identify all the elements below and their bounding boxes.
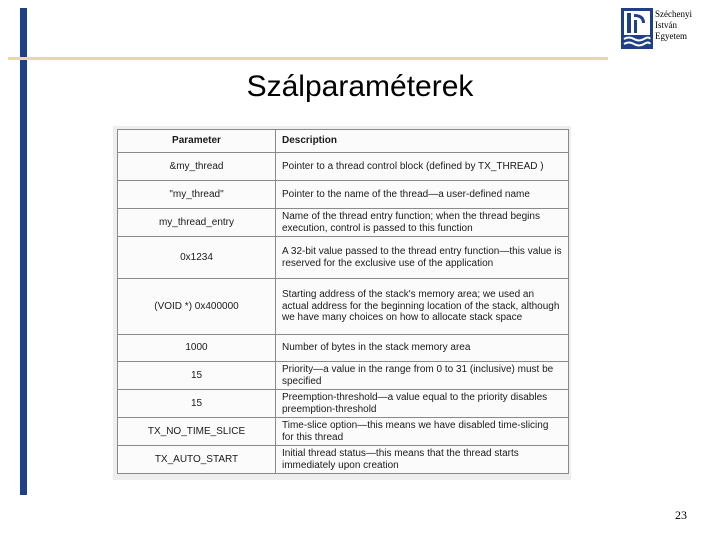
table-row — [118, 335, 569, 362]
table-row — [118, 279, 569, 335]
university-name — [655, 9, 692, 42]
table-row — [118, 446, 569, 474]
table-header-row — [118, 130, 569, 153]
table-row — [118, 181, 569, 209]
param-cell: &my_thread — [118, 153, 276, 181]
header-rule — [8, 57, 608, 60]
description-cell: Pointer to a thread control block (defined by TX_THREAD ) — [276, 153, 569, 181]
table-row — [118, 209, 569, 237]
description-cell: A 32-bit value passed to the thread entry function—this value is reserved for the exclusive use of the application — [276, 237, 569, 279]
param-cell: (VOID *) 0x400000 — [118, 279, 276, 335]
university-logo-icon — [621, 8, 653, 49]
slide-title-text: Szálparaméterek — [246, 70, 474, 103]
header-parameter: Parameter — [118, 130, 276, 153]
description-cell: Name of the thread entry function; when the thread begins execution, control is passed to this function — [276, 209, 569, 237]
description-cell: Starting address of the stack's memory area; we used an actual address for the beginning location of the stack, although we have many choices on how to allocate stack space — [276, 279, 569, 335]
table-row — [118, 390, 569, 418]
param-cell: TX_AUTO_START — [118, 446, 276, 474]
description-cell: Time-slice option—this means we have disabled time-slicing for this thread — [276, 418, 569, 446]
param-cell: 0x1234 — [118, 237, 276, 279]
slide-title — [0, 70, 720, 104]
table-row — [118, 362, 569, 390]
param-cell: 15 — [118, 390, 276, 418]
param-cell: my_thread_entry — [118, 209, 276, 237]
table-row — [118, 153, 569, 181]
parameter-table — [117, 129, 569, 474]
table-row — [118, 237, 569, 279]
description-cell: Preemption-threshold—a value equal to the priority disables preemption-threshold — [276, 390, 569, 418]
param-cell: TX_NO_TIME_SLICE — [118, 418, 276, 446]
param-cell: 1000 — [118, 335, 276, 362]
table-row — [118, 418, 569, 446]
logo-line: Széchenyi — [655, 9, 692, 19]
description-cell: Pointer to the name of the thread—a user-defined name — [276, 181, 569, 209]
description-cell: Priority—a value in the range from 0 to 31 (inclusive) must be specified — [276, 362, 569, 390]
logo-line: Egyetem — [655, 31, 687, 41]
logo-line: István — [655, 20, 677, 30]
description-cell: Initial thread status—this means that the thread starts immediately upon creation — [276, 446, 569, 474]
param-cell: "my_thread" — [118, 181, 276, 209]
header-description: Description — [276, 130, 569, 153]
page-number: 23 — [675, 508, 687, 522]
description-cell: Number of bytes in the stack memory area — [276, 335, 569, 362]
param-cell: 15 — [118, 362, 276, 390]
